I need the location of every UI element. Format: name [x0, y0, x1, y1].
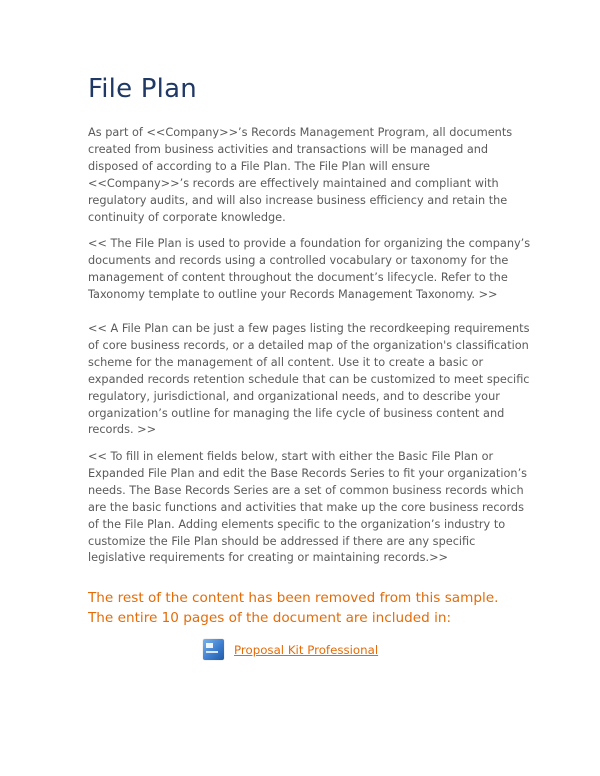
product-reference — [203, 639, 378, 660]
page-title: File Plan — [88, 74, 197, 104]
instruction-paragraph-fields: << To fill in element fields below, start with either the Basic File Plan or Expanded File Plan and edit the Base Records Series to fit your organization’s needs. The Base Records Series are a set of common business records which are the basic functions and activities that make up the core business records of the File Plan. Adding elements specific to the organization’s industry to customize the File Plan should be addressed if there are any specific legislative requirements for creating or maintaining records.>> — [88, 450, 528, 565]
instruction-paragraph-taxonomy: << The File Plan is used to provide a foundation for organizing the company’s documents and records using a controlled vocabulary or taxonomy for the management of content throughout the document’s lifecycle. Refer to the Taxonomy template to outline your Records Management Taxonomy. >> — [88, 237, 531, 301]
product-link[interactable]: Proposal Kit Professional — [234, 642, 379, 657]
proposal-kit-box-icon — [203, 639, 224, 660]
instruction-paragraph-retention: << A File Plan can be just a few pages listing the recordkeeping requirements of core business records, or a detailed map of the organization's classification scheme for the management of all content. Use it to create a basic or expanded records retention schedule that can be customized to meet specific regulatory, jurisdictional, and organizational needs, and to describe your organization’s outline for managing the life cycle of business content and records. >> — [88, 322, 530, 437]
sample-notice: The rest of the content has been removed from this sample. The entire 10 pages of the document are included in: — [88, 590, 499, 626]
intro-paragraph: As part of <<Company>>’s Records Management Program, all documents created from business activities and transactions will be managed and disposed of according to a File Plan. The File Plan will ensure <<Company>>’s records are effectively maintained and compliant with regulatory audits, and will also increase business efficiency and retain the continuity of corporate knowledge. — [88, 126, 513, 224]
